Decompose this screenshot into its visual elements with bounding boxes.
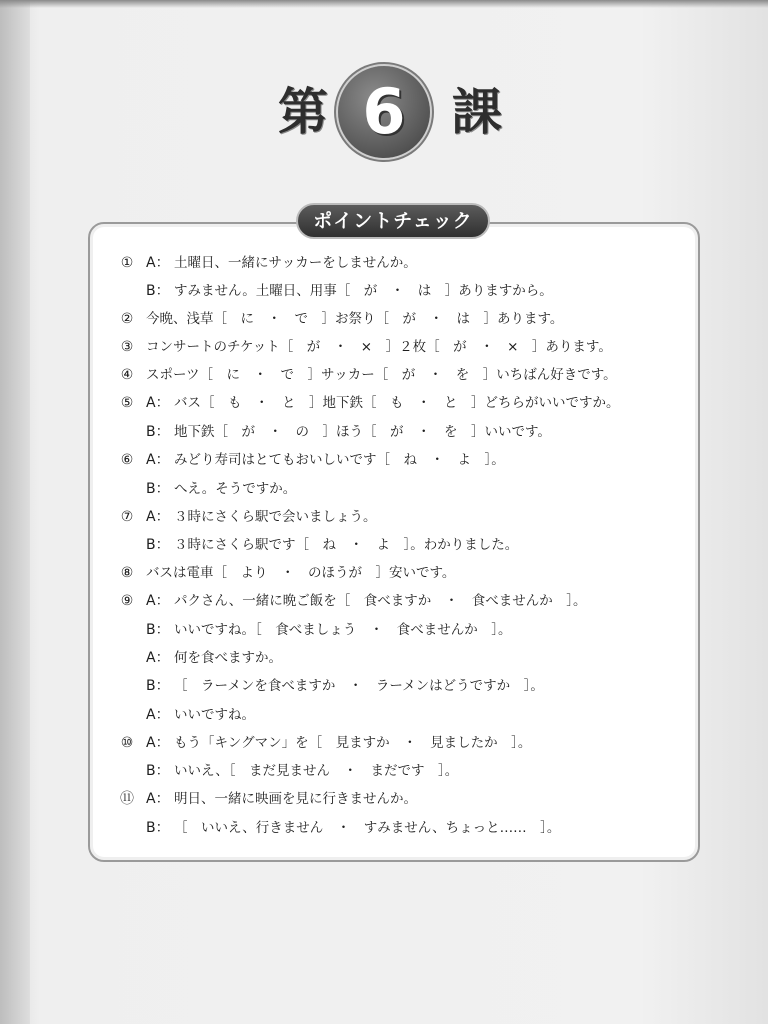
- item-number: ⑨: [120, 593, 134, 609]
- item-number: ⑤: [120, 395, 134, 411]
- line-text: みどり寿司はとてもおいしいです［ ね ・ よ ］。: [174, 452, 505, 468]
- section-badge: ポイントチェック: [296, 203, 490, 239]
- speaker-label: A：: [146, 791, 170, 807]
- line-text: バスは電車［ より ・ のほうが ］安いです。: [146, 565, 456, 581]
- line-text: いいですね。［ 食べましょう ・ 食べませんか ］。: [174, 622, 512, 638]
- line-text: いいえ、［ まだ見ません ・ まだです ］。: [174, 763, 459, 779]
- line-text: スポーツ［ に ・ で ］サッカー［ が ・ を ］いちばん好きです。: [146, 367, 617, 383]
- line-text: ［ ラーメンを食べますか ・ ラーメンはどうですか ］。: [174, 678, 544, 694]
- line-text: すみません。土曜日、用事［ が ・ は ］ありますから。: [174, 283, 553, 299]
- line-text: 地下鉄［ が ・ の ］ほう［ が ・ を ］いいです。: [174, 424, 551, 440]
- speaker-label: B：: [146, 481, 170, 497]
- item-number: ⑪: [120, 791, 134, 807]
- lesson-title-prefix: 第: [278, 83, 328, 141]
- speaker-label: A：: [146, 395, 170, 411]
- speaker-label: A：: [146, 735, 170, 751]
- item-number: ⑦: [120, 509, 134, 525]
- lesson-title: [272, 62, 512, 162]
- item-number: ①: [120, 255, 134, 271]
- lesson-number: 6: [362, 75, 406, 148]
- item-number: ⑩: [120, 735, 134, 751]
- line-text: バス［ も ・ と ］地下鉄［ も ・ と ］どちらがいいですか。: [174, 395, 620, 411]
- line-text: 土曜日、一緒にサッカーをしませんか。: [174, 255, 417, 271]
- speaker-label: B：: [146, 763, 170, 779]
- item-number: ⑥: [120, 452, 134, 468]
- item-number: ⑧: [120, 565, 134, 581]
- line-text: ［ いいえ、行きません ・ すみません、ちょっと…… ］。: [174, 820, 561, 836]
- speaker-label: B：: [146, 678, 170, 694]
- line-text: へえ。そうですか。: [174, 481, 297, 497]
- speaker-label: A：: [146, 452, 170, 468]
- line-text: コンサートのチケット［ が ・ × ］２枚［ が ・ × ］あります。: [146, 339, 612, 355]
- line-text: 明日、一緒に映画を見に行きませんか。: [174, 791, 417, 807]
- line-text: パクさん、一緒に晩ご飯を［ 食べますか ・ 食べませんか ］。: [174, 593, 587, 609]
- speaker-label: B：: [146, 283, 170, 299]
- item-number: ④: [120, 367, 134, 383]
- speaker-label: B：: [146, 820, 170, 836]
- line-text: ３時にさくら駅です［ ね ・ よ ］。わかりました。: [174, 537, 519, 553]
- item-number: ②: [120, 311, 134, 327]
- lesson-title-suffix: 課: [452, 83, 502, 141]
- speaker-label: A：: [146, 650, 170, 666]
- item-number: ③: [120, 339, 134, 355]
- speaker-label: A：: [146, 255, 170, 271]
- line-text: ３時にさくら駅で会いましょう。: [174, 509, 377, 525]
- line-text: 今晩、浅草［ に ・ で ］お祭り［ が ・ は ］あります。: [146, 311, 564, 327]
- speaker-label: B：: [146, 537, 170, 553]
- scan-top-shadow: [0, 0, 768, 8]
- speaker-label: A：: [146, 509, 170, 525]
- line-text: 何を食べますか。: [174, 650, 282, 666]
- page-binding-edge: [0, 0, 30, 1024]
- speaker-label: A：: [146, 707, 170, 723]
- speaker-label: B：: [146, 622, 170, 638]
- speaker-label: A：: [146, 593, 170, 609]
- lesson-number-circle: [338, 66, 430, 158]
- line-text: いいですね。: [174, 707, 255, 723]
- speaker-label: B：: [146, 424, 170, 440]
- line-text: もう「キングマン」を［ 見ますか ・ 見ましたか ］。: [174, 735, 532, 751]
